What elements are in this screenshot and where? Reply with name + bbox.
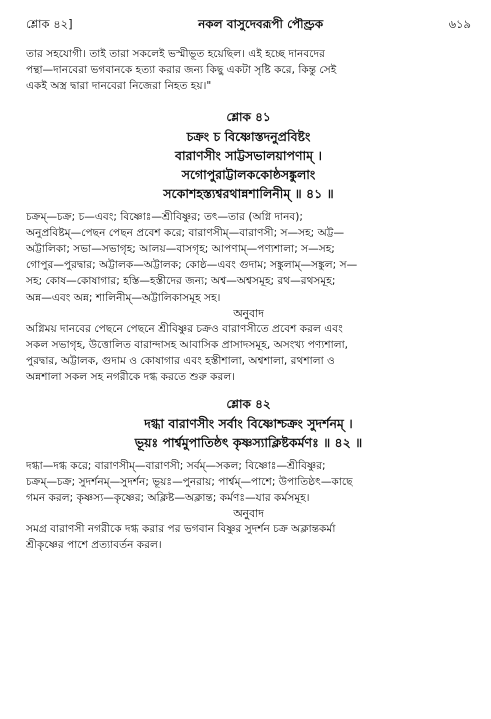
translation-line: পুরদ্বার, অট্টালক, গুদাম ও কোষাগার এবং হস্তীশালা, অশ্বশালা, রথশালা ও [26, 355, 335, 368]
verse-line: সগোপুরাট্টালককোষ্ঠসঙ্কুলাং [181, 166, 316, 182]
glossary-line: গমন করল; কৃষ্ণস্য—কৃষ্ণের; অক্লিষ্ট—অক্লান্ত; কর্মণঃ—যার কর্মসমূহ। [26, 492, 310, 505]
glossary-line: অন্ন—এবং অন্ন; শালিনীম্—অট্টালিকাসমূহ সহ। [26, 291, 221, 304]
verse-41-glossary [26, 209, 471, 306]
verse-42-translation-label: অনুবাদ [233, 507, 264, 521]
translation-line: অন্নশালা সকল সহ নগরীকে দগ্ধ করতে শুরু করল। [26, 371, 235, 384]
verse-42-title: শ্লোক ৪২ [226, 396, 271, 411]
verse-line: সকোশহস্ত্যশ্বরথান্নশালিনীম্ ॥ ৪১ ॥ [163, 185, 334, 201]
verse-line: ভূয়ঃ পার্শ্বমুপাতিষ্ঠৎ কৃষ্ণস্যাক্লিষ্টকর্মণঃ ॥ ৪২ ॥ [134, 434, 363, 450]
intro-line: তার সহযোগী। তাই তারা সকলেই ভস্মীভূত হয়েছিল। এই হচ্ছে দানবদের [26, 48, 325, 60]
glossary-line: গোপুর—পুরদ্বার; অট্টালক—অট্টালক; কোষ্ঠ—এবং গুদাম; সঙ্কুলাম্—সঙ্কুল; স— [26, 259, 358, 272]
verse-42-glossary [26, 458, 471, 507]
header-verse-ref: শ্লোক ৪২] [26, 17, 73, 31]
intro-line: একই অস্ত্র দ্বারা দানবেরা নিজেরা নিহত হয়।" [26, 80, 212, 93]
translation-line: সকল সভাগৃহ, উত্তোলিত বারান্দাসহ আবাসিক প্রাসাদসমূহ, অসংখ্য পণ্যশালা, [26, 339, 349, 352]
book-page [26, 16, 471, 554]
chapter-title: নকল বাসুদেবরূপী পৌণ্ড্রক [198, 17, 324, 31]
glossary-line: অনুপ্রবিষ্টম্—পেছন পেছন প্রবেশ করে; বারাণসীম্—বারাণসী; স—সহ; অট্ট— [26, 226, 345, 239]
verse-42-sanskrit [26, 414, 471, 452]
verse-41-translation [26, 321, 471, 386]
glossary-line: দগ্ধা—দগ্ধ করে; বারাণসীম্—বারাণসী; সর্বম্—সকল; বিষ্ণোঃ—শ্রীবিষ্ণুর; [26, 459, 326, 472]
page-number: ৬১৯ [448, 17, 471, 31]
verse-line: দগ্ধা বারাণসীং সর্বাং বিষ্ণোশ্চক্রং সুদর্শনম্ । [144, 415, 353, 431]
translation-line: সমগ্র বারাণসী নগরীকে দগ্ধ করার পর ভগবান বিষ্ণুর সুদর্শন চক্র অক্লান্তকর্মা [26, 523, 336, 536]
verse-line: চক্রং চ বিষ্ণোস্তদনুপ্রবিষ্টং [186, 128, 311, 144]
verse-42-translation [26, 521, 471, 553]
verse-41-sanskrit [26, 127, 471, 203]
verse-41-translation-label: অনুবাদ [233, 306, 264, 320]
intro-line: পন্থা—দানবেরা ভগবানকে হত্যা করার জন্য কিছু একটা সৃষ্টি করে, কিন্তু সেই [26, 64, 337, 77]
glossary-line: সহ; কোষ—কোষাগার; হস্তি—হস্তীদের জন্য; অশ্ব—অশ্বসমূহ; রথ—রথসমূহ; [26, 275, 336, 288]
translation-line: অগ্নিময় দানবের পেছনে পেছনে শ্রীবিষ্ণুর চক্রও বারাণসীতে প্রবেশ করল এবং [26, 322, 343, 335]
glossary-line: চক্রম্—চক্র; চ—এবং; বিষ্ণোঃ—শ্রীবিষ্ণুর; তৎ—তার (অগ্নি দানব); [26, 210, 303, 223]
page-header [26, 16, 471, 38]
glossary-line: চক্রম্—চক্র; সুদর্শনম্—সুদর্শন; ভূয়ঃ—পুনরায়; পার্শ্বম্—পাশে; উপাতিষ্ঠৎ—কাছে [26, 475, 353, 488]
verse-41-title: শ্লোক ৪১ [226, 109, 271, 124]
intro-paragraph [26, 46, 471, 95]
translation-line: শ্রীকৃষ্ণের পাশে প্রত্যাবর্তন করল। [26, 539, 162, 552]
verse-line: বারাণসীং সাট্টসভালয়াপণাম্ । [175, 147, 322, 163]
glossary-line: অট্টালিকা; সভা—সভাগৃহ; আলয়—বাসগৃহ; আপণাম্—পণ্যশালা; স—সহ; [26, 243, 335, 256]
